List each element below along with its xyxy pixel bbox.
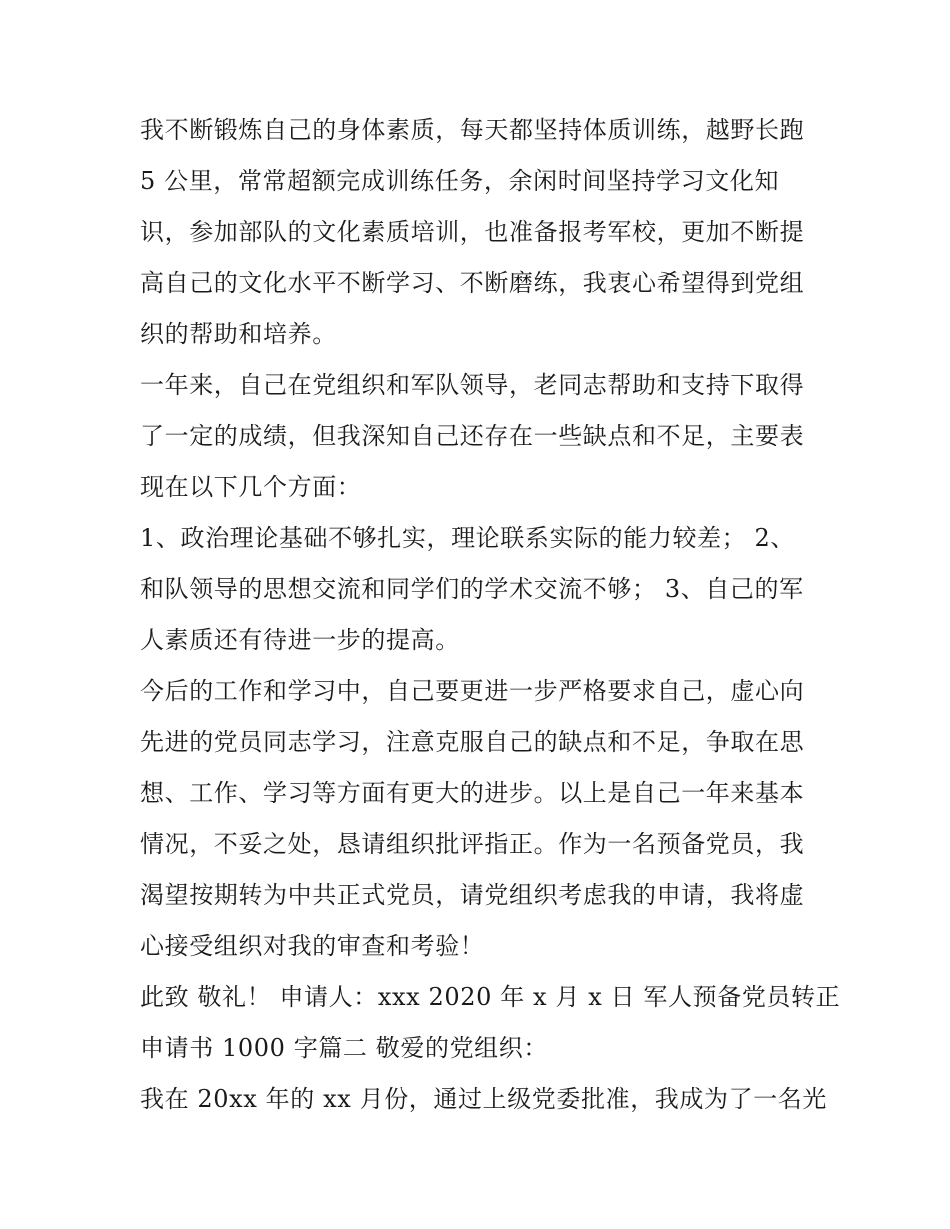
text-line: 先进的党员同志学习，注意克服自己的缺点和不足，争取在思 bbox=[140, 728, 805, 756]
text-line: 5 公里，常常超额完成训练任务，余闲时间坚持学习文化知 bbox=[140, 167, 780, 195]
text-line: 1、政治理论基础不够扎实，理论联系实际的能力较差； 2、 bbox=[140, 524, 795, 552]
text-line: 现在以下几个方面： bbox=[140, 473, 362, 501]
text-line: 想、工作、学习等方面有更大的进步。以上是自己一年来基本 bbox=[140, 779, 805, 807]
text-line: 织的帮助和培养。 bbox=[140, 320, 337, 348]
text-line: 我不断锻炼自己的身体素质，每天都坚持体质训练，越野长跑 bbox=[140, 116, 805, 144]
text-line: 今后的工作和学习中，自己要更进一步严格要求自己，虚心向 bbox=[140, 677, 805, 705]
text-line: 此致 敬礼！ 申请人：xxx 2020 年 x 月 x 日 军人预备党员转正 bbox=[140, 983, 841, 1011]
text-line: 高自己的文化水平不断学习、不断磨练，我衷心希望得到党组 bbox=[140, 269, 805, 297]
text-line: 情况，不妥之处，恳请组织批评指正。作为一名预备党员，我 bbox=[140, 830, 805, 858]
text-line: 人素质还有待进一步的提高。 bbox=[140, 626, 460, 654]
text-line: 渴望按期转为中共正式党员，请党组织考虑我的申请，我将虚 bbox=[140, 881, 805, 909]
text-line: 我在 20xx 年的 xx 月份，通过上级党委批准，我成为了一名光 bbox=[140, 1085, 827, 1113]
text-line: 了一定的成绩，但我深知自己还存在一些缺点和不足，主要表 bbox=[140, 422, 805, 450]
text-line: 一年来，自己在党组织和军队领导，老同志帮助和支持下取得 bbox=[140, 371, 805, 399]
text-line: 识，参加部队的文化素质培训，也准备报考军校，更加不断提 bbox=[140, 218, 805, 246]
text-line: 心接受组织对我的审查和考验！ bbox=[140, 932, 485, 960]
text-line: 申请书 1000 字篇二 敬爱的党组织： bbox=[140, 1034, 548, 1062]
text-line: 和队领导的思想交流和同学们的学术交流不够； 3、自己的军 bbox=[140, 575, 804, 603]
